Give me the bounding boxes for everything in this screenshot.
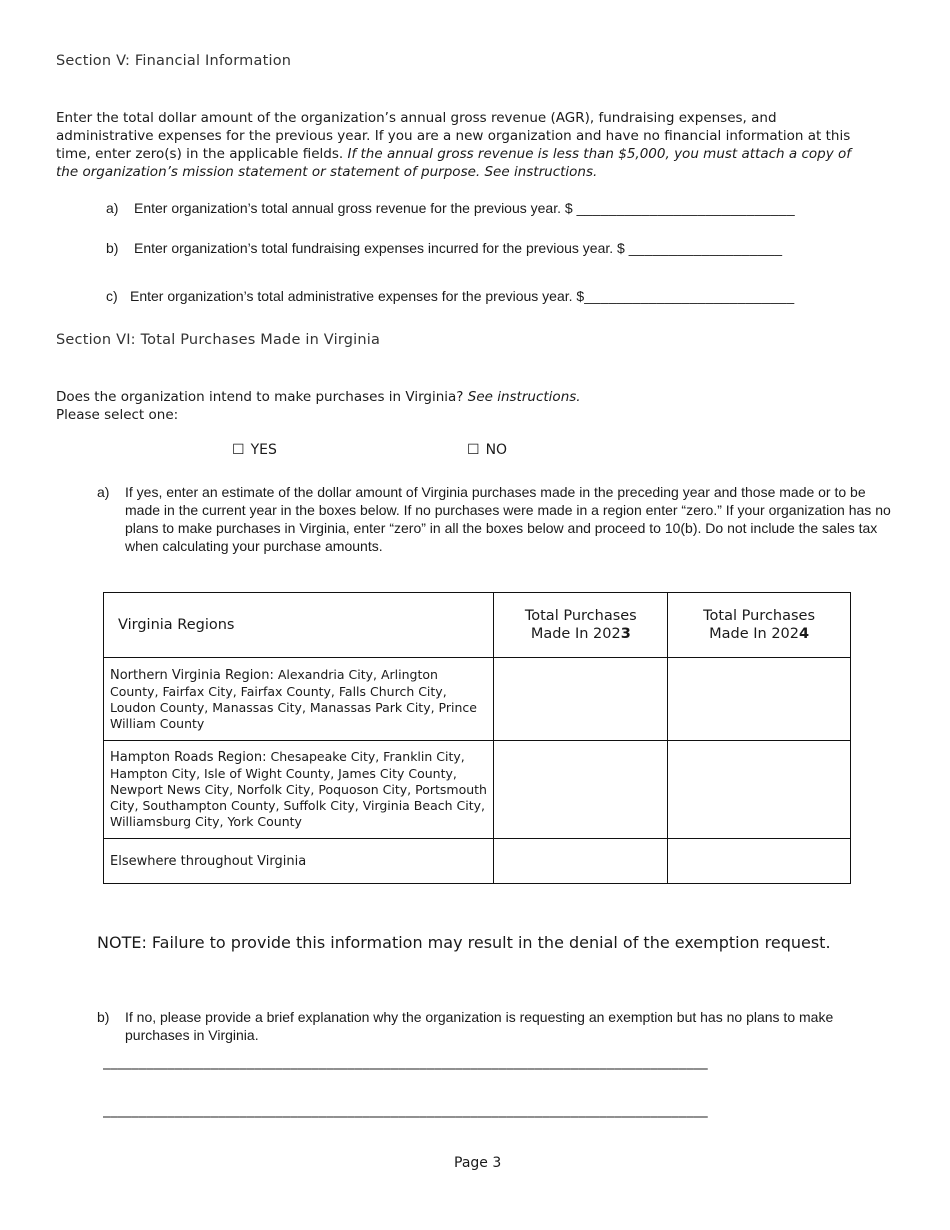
yes-label: YES <box>250 442 277 458</box>
administrative-input-line[interactable]: __________________________ <box>584 288 795 304</box>
hampton-2023-input[interactable] <box>494 741 668 839</box>
checkbox-icon[interactable]: ☐ <box>467 442 480 458</box>
region-hampton-roads <box>104 741 494 839</box>
header-year-digit: 3 <box>620 626 631 642</box>
no-label: NO <box>485 442 508 458</box>
yes-option[interactable] <box>232 442 277 458</box>
note-text: NOTE: Failure to provide this information may result in the denial of the exemption request. <box>97 933 831 952</box>
section-6-title: Section VI: Total Purchases Made in Virginia <box>56 332 381 348</box>
explanation-line-2[interactable]: ____________________________________________________________________________________ <box>103 1102 708 1118</box>
region-name: Northern Virginia Region: <box>110 667 274 683</box>
item-b-label: b) <box>97 1009 110 1025</box>
page-number: Page 3 <box>454 1155 502 1171</box>
administrative-line <box>106 287 794 305</box>
section-5-intro-italic: If the annual gross revenue is less than $5,000, you must attach a copy of the organization’s mission statement or statement of purpose. See instructions. <box>56 146 852 180</box>
region-elsewhere <box>104 839 494 884</box>
explanation-line-1[interactable]: ____________________________________________________________________________________ <box>103 1054 708 1070</box>
item-label: b) <box>106 240 119 256</box>
header-year-text: Made In 202 <box>709 626 799 642</box>
fundraising-prompt: Enter organization’s total fundraising expenses incurred for the previous year. $ <box>134 240 625 256</box>
revenue-prompt: Enter organization’s total annual gross revenue for the previous year. $ <box>134 200 573 216</box>
northern-2023-input[interactable] <box>494 658 668 741</box>
header-year-digit: 4 <box>799 626 810 642</box>
checkbox-icon[interactable]: ☐ <box>232 442 245 458</box>
item-b-text: If no, please provide a brief explanation why the organization is requesting an exemption but has no plans to make purchases in Virginia. <box>125 1009 834 1043</box>
table-row <box>104 741 851 839</box>
purchase-question-italic: See instructions. <box>467 389 581 405</box>
purchase-question <box>56 388 876 424</box>
section-5-intro <box>56 109 876 181</box>
hampton-2024-input[interactable] <box>668 741 851 839</box>
northern-2024-input[interactable] <box>668 658 851 741</box>
table-row <box>104 658 851 741</box>
region-places: Chesapeake City, Franklin City, Hampton City, Isle of Wight County, James City County, Newport News City, Norfolk City, Poquoson City, Portsmouth City, Southampton County, Suffolk City, Virginia Beach City, Williamsburg City, York County <box>110 749 487 829</box>
header-line <box>495 625 666 643</box>
header-region: Virginia Regions <box>104 593 494 658</box>
section-5-title: Section V: Financial Information <box>56 53 292 69</box>
revenue-line <box>106 199 795 217</box>
fundraising-input-line[interactable]: ___________________ <box>628 240 783 256</box>
item-a-label: a) <box>97 484 110 500</box>
region-places: Alexandria City, Arlington County, Fairfax City, Fairfax County, Falls Church City, Loudon County, Manassas City, Manassas Park City, Prince William County <box>110 666 477 731</box>
section-5-intro-text: Enter the total dollar amount of the organization’s annual gross revenue (AGR), fundraising expenses, and administrative expenses for the previous year. If you are a new organization and have no financial information at this time, enter zero(s) in the applicable fields. <box>56 110 851 162</box>
header-line: Total Purchases <box>703 608 816 624</box>
purchase-question-text: Does the organization intend to make purchases in Virginia? <box>56 389 468 405</box>
item-b <box>97 1008 897 1044</box>
header-purchases-2024 <box>668 593 851 658</box>
elsewhere-2023-input[interactable] <box>494 839 668 884</box>
region-northern-virginia <box>104 658 494 741</box>
header-purchases-2023 <box>494 593 668 658</box>
region-name: Elsewhere throughout Virginia <box>110 853 307 869</box>
elsewhere-2024-input[interactable] <box>668 839 851 884</box>
select-prompt: Please select one: <box>56 407 179 423</box>
administrative-prompt: Enter organization’s total administrative expenses for the previous year. $ <box>130 288 585 304</box>
item-a <box>97 483 897 555</box>
regions-table <box>103 592 851 884</box>
table-header-row <box>104 593 851 658</box>
region-name: Hampton Roads Region: <box>110 750 267 765</box>
fundraising-line <box>106 239 782 257</box>
item-label: a) <box>106 200 119 216</box>
item-label: c) <box>106 288 118 304</box>
header-year-text: Made In 202 <box>530 626 621 642</box>
no-option[interactable] <box>467 442 507 458</box>
item-a-text: If yes, enter an estimate of the dollar amount of Virginia purchases made in the preceding year and those made or to be made in the current year in the boxes below. If no purchases were made in a region enter “zero.” If your organization has no plans to make purchases in Virginia, enter “zero” in all the boxes below and proceed to 10(b). Do not include the sales tax when calculating your purchase amounts. <box>125 484 891 554</box>
table-row <box>104 839 851 884</box>
revenue-input-line[interactable]: ___________________________ <box>576 200 795 216</box>
header-line <box>669 625 849 643</box>
header-line: Total Purchases <box>524 608 637 624</box>
